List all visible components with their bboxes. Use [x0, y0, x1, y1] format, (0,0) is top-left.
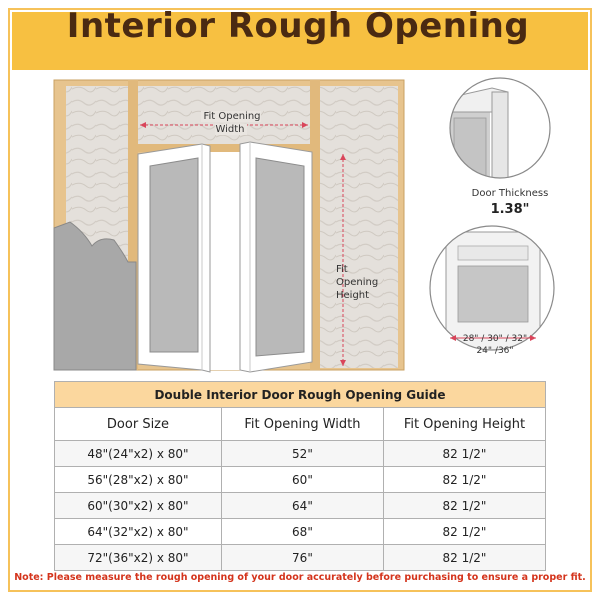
left-door-icon [138, 144, 210, 372]
door-size-cell: 48"(24"x2) x 80" [55, 441, 222, 467]
table-header-row [55, 408, 546, 441]
table-row [55, 467, 546, 493]
rough-opening-guide-table [54, 381, 546, 571]
table-row [55, 545, 546, 571]
fit-width-cell: 52" [221, 441, 383, 467]
door-size-cell: 64"(32"x2) x 80" [55, 519, 222, 545]
fit-width-cell: 76" [221, 545, 383, 571]
fit-height-cell: 82 1/2" [383, 545, 545, 571]
table-row [55, 519, 546, 545]
disclaimer-note: Note: Please measure the rough opening of your door accurately before purchasing to ensure a proper fit. [14, 572, 586, 583]
table-row [55, 493, 546, 519]
fit-height-cell: 82 1/2" [383, 493, 545, 519]
table-row [55, 441, 546, 467]
right-door-icon [240, 142, 312, 372]
fit-opening-height-label: Fit Opening Height [336, 264, 379, 301]
door-thickness-value: 1.38" [490, 202, 530, 217]
door-thickness-label: Door Thickness [471, 188, 549, 199]
fit-height-cell: 82 1/2" [383, 441, 545, 467]
fit-width-cell: 60" [221, 467, 383, 493]
page-title: Interior Rough Opening [66, 6, 530, 46]
fit-width-cell: 68" [221, 519, 383, 545]
column-header-fit-width: Fit Opening Width [221, 408, 383, 441]
door-size-cell: 72"(36"x2) x 80" [55, 545, 222, 571]
column-header-fit-height: Fit Opening Height [383, 408, 545, 441]
door-size-cell: 56"(28"x2) x 80" [55, 467, 222, 493]
fit-height-cell: 82 1/2" [383, 467, 545, 493]
door-thickness-detail [448, 78, 550, 202]
fit-height-cell: 82 1/2" [383, 519, 545, 545]
column-header-door-size: Door Size [55, 408, 222, 441]
fit-width-cell: 64" [221, 493, 383, 519]
fit-opening-width-label: Fit Opening Width [203, 111, 261, 135]
table-title: Double Interior Door Rough Opening Guide [55, 382, 546, 408]
door-width-options: 28" / 30" / 32" 24" /36" [462, 334, 528, 356]
door-size-cell: 60"(30"x2) x 80" [55, 493, 222, 519]
